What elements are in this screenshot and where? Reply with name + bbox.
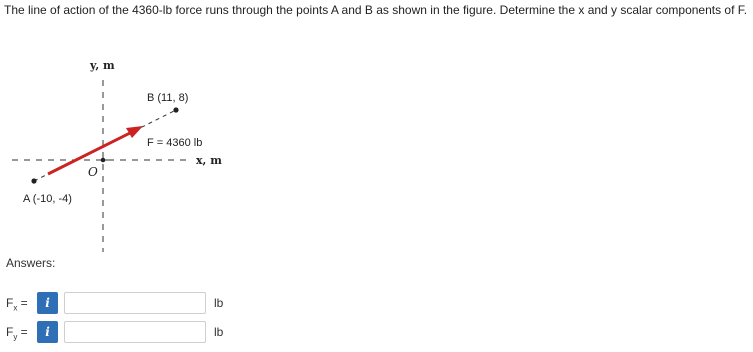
fy-answer-row [6,321,246,345]
fx-answer-row [6,292,246,316]
origin-label: O [88,165,98,179]
force-arrowhead [126,126,143,138]
fx-label: $F_x$ = [6,296,28,313]
fy-info-icon[interactable]: i [37,321,58,343]
force-label: F = 4360 lb [147,137,203,149]
fy-label: $F_y$ = [6,325,28,342]
x-axis-label: x, m [196,154,222,167]
point-a-marker [31,178,36,183]
y-axis-label: y, m [90,59,115,72]
fy-unit: lb [214,325,224,339]
point-a-label: A (-10, -4) [23,193,72,205]
fx-input[interactable] [64,292,206,314]
question-text: The line of action of the 4360-lb force runs through the points A and B as shown in the figure. Determine the x and y scalar components of F. [4,3,748,17]
origin-marker [101,158,106,163]
fy-input[interactable] [64,321,206,343]
answers-heading: Answers: [6,256,56,270]
point-b-label: B (11, 8) [147,92,189,104]
fx-unit: lb [214,296,224,310]
point-b-marker [173,107,178,112]
fx-info-icon[interactable]: i [37,292,58,314]
